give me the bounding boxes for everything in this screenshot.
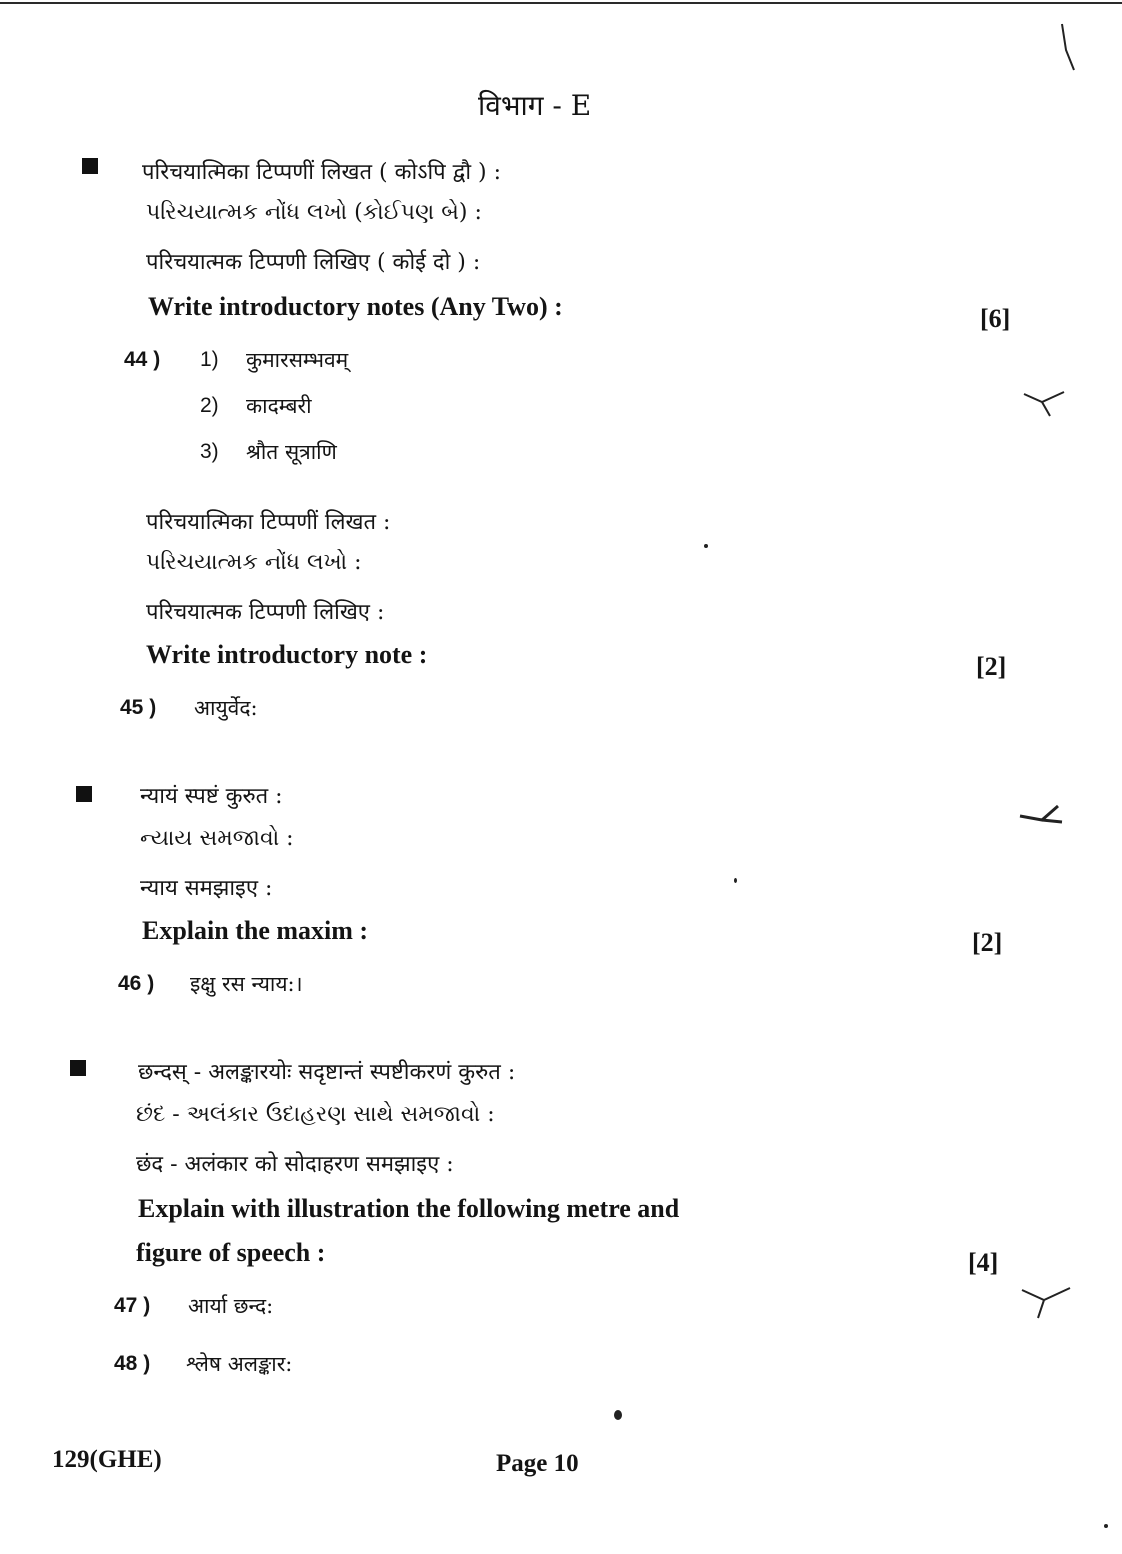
pen-stroke-mark [1058, 20, 1078, 76]
instruction-gujarati: પરિચયાત્મક નોંધ લખો (કોઈપણ બે) : [146, 200, 482, 225]
pen-tick-mark [1018, 798, 1068, 834]
option-number: 1) [200, 348, 219, 371]
option-text: श्रौत सूत्राणि [246, 440, 337, 464]
question-text: आर्या छन्द: [188, 1294, 274, 1318]
paper-code: 129(GHE) [52, 1446, 162, 1473]
scan-speck [704, 544, 708, 548]
instruction-english: Explain the maxim : [142, 916, 369, 945]
pen-tick-mark [1020, 384, 1070, 424]
section-title: विभाग - E [478, 89, 592, 122]
question-number: 47 ) [114, 1294, 151, 1317]
instruction-sanskrit: न्यायं स्पष्टं कुरुत : [140, 784, 283, 809]
question-text: इक्षु रस न्याय:। [190, 972, 303, 996]
question-number: 48 ) [114, 1352, 151, 1375]
scan-speck [614, 1410, 622, 1420]
bullet-square [70, 1060, 86, 1076]
page-number: Page 10 [496, 1450, 579, 1477]
marks-label: [6] [980, 304, 1011, 333]
question-text: श्लेष अलङ्कार: [186, 1352, 293, 1376]
instruction-english: Explain with illustration the following metre and [138, 1194, 680, 1223]
option-number: 3) [200, 440, 219, 463]
instruction-hindi: छंद - अलंकार को सोदाहरण समझाइए : [136, 1152, 454, 1177]
question-number: 45 ) [120, 696, 157, 719]
marks-label: [2] [972, 928, 1003, 957]
top-border-line [0, 2, 1122, 4]
instruction-english-line2: figure of speech : [136, 1238, 326, 1267]
instruction-english: Write introductory note : [146, 640, 428, 669]
scan-speck [734, 878, 737, 883]
option-text: कादम्बरी [246, 394, 312, 418]
marks-label: [2] [976, 652, 1007, 681]
option-number: 2) [200, 394, 219, 417]
instruction-sanskrit: परिचयात्मिका टिप्पणीं लिखत ( कोऽपि द्वौ ) : [142, 160, 502, 185]
question-text: आयुर्वेद: [194, 696, 258, 720]
bullet-square [76, 786, 92, 802]
pen-tick-mark [1020, 1284, 1076, 1324]
instruction-gujarati: છંદ - અલંકાર ઉદાહરણ સાથે સમજાવો : [136, 1102, 495, 1127]
bullet-square [82, 158, 98, 174]
instruction-gujarati: ન્યાય સમજાવો : [140, 826, 294, 851]
instruction-gujarati: પરિચયાત્મક નોંધ લખો : [146, 550, 362, 575]
option-text: कुमारसम्भवम् [246, 348, 349, 372]
marks-label: [4] [968, 1248, 999, 1277]
instruction-hindi: परिचयात्मक टिप्पणी लिखिए : [146, 600, 385, 625]
scan-speck [1104, 1524, 1108, 1528]
instruction-hindi: परिचयात्मक टिप्पणी लिखिए ( कोई दो ) : [146, 250, 481, 275]
question-number: 46 ) [118, 972, 155, 995]
question-number: 44 ) [124, 348, 161, 371]
instruction-sanskrit: परिचयात्मिका टिप्पणीं लिखत : [146, 510, 391, 535]
instruction-english: Write introductory notes (Any Two) : [148, 292, 563, 321]
instruction-hindi: न्याय समझाइए : [140, 876, 273, 901]
instruction-sanskrit: छन्दस् - अलङ्कारयोः सदृष्टान्तं स्पष्टीकरणं कुरुत : [138, 1060, 516, 1085]
